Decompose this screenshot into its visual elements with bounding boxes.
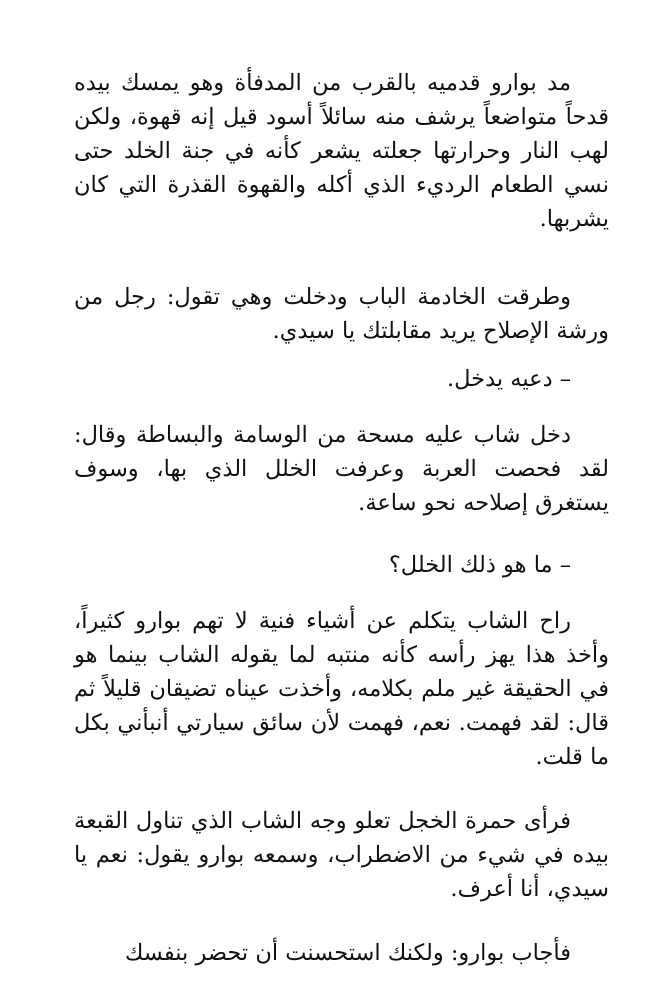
paragraph-poirot-answers: فأجاب بوارو: ولكنك استحسنت أن تحضر بنفسك: [124, 940, 571, 966]
dialogue-what-is-the-fault: – ما هو ذلك الخلل؟: [388, 552, 571, 578]
paragraph-young-man-enters: دخل شاب عليه مسحة من الوسامة والبساطة وقال: لقد فحصت العربة وعرفت الخلل الذي بها، وسوف يستغرق إصلاحه نحو ساعة.: [74, 422, 609, 516]
paragraph-young-man-blushes: فرأى حمرة الخجل تعلو وجه الشاب الذي تناول القبعة بيده في شيء من الاضطراب، وسمعه بوارو يقول: نعم يا سيدي، أنا أعرف.: [74, 808, 609, 902]
dialogue-let-him-in: – دعيه يدخل.: [446, 366, 571, 392]
book-page: [74, 0, 609, 1000]
paragraph-poirot-by-fireplace: مد بوارو قدميه بالقرب من المدفأة وهو يمسك بيده قدحاً متواضعاً يرشف منه سائلاً أسود قيل إنه قهوة، ولكن لهب النار وحرارتها جعلته يشعر كأنه في جنة الخلد حتى نسي الطعام الرديء الذي أكله والقهوة القذرة التي كان يشربها.: [74, 70, 609, 232]
paragraph-maid-knocks: وطرقت الخادمة الباب ودخلت وهي تقول: رجل من ورشة الإصلاح يريد مقابلتك يا سيدي.: [74, 284, 609, 344]
paragraph-technical-talk: راح الشاب يتكلم عن أشياء فنية لا تهم بوارو كثيراً، وأخذ هذا يهز رأسه كأنه منتبه لما يقوله الشاب بينما هو في الحقيقة غير ملم بكلامه، وأخذت عيناه تضيقان قليلاً ثم قال: لقد فهمت. نعم، فهمت لأن سائق سيارتي أنبأني بكل ما قلت.: [74, 608, 609, 770]
